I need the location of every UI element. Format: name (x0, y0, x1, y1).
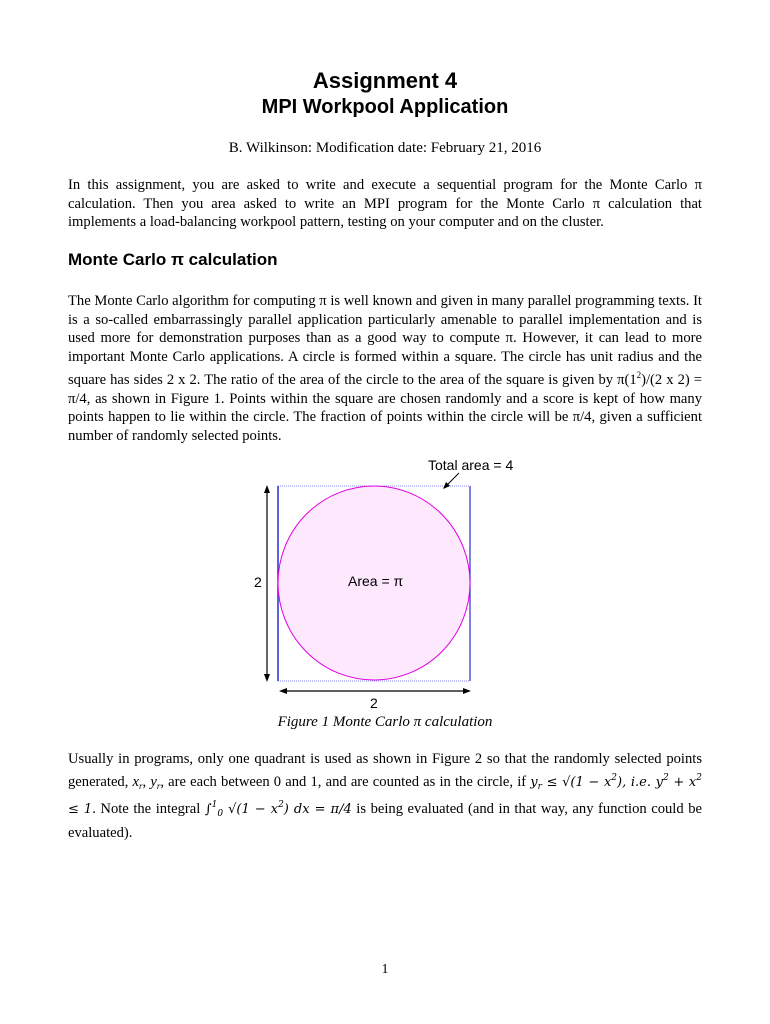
body-paragraph-2 (68, 750, 702, 842)
math-integral (205, 802, 352, 817)
integral-upper-limit: 1 (211, 800, 218, 810)
arrow-up-icon (264, 485, 270, 493)
math-expr: ≤ 1 (68, 802, 93, 817)
math-condition (530, 772, 656, 792)
math-var: y (655, 774, 663, 790)
body-text: Usually in programs, only one quadrant is used as shown in Figure 2 so that the randomly selected points generated, (68, 751, 702, 790)
math-expr: ), i.e. (617, 774, 656, 790)
math-expr: + x (668, 774, 697, 790)
page-number: 1 (381, 962, 389, 977)
arrow-left-icon (279, 688, 287, 694)
math-var: x (132, 773, 140, 790)
total-area-label: Total area = 4 (428, 457, 514, 473)
math-expr: ) dx = π/4 (283, 802, 352, 817)
circle-area-label: Area = π (348, 573, 404, 589)
body-text: The Monte Carlo algorithm for computing π is well known and given in many parallel programming texts. It is a so-called embarrassingly parallel application particularly amenable to parallel implementation and is used more for demonstration purposes than as a good way to compute π. However, it can lead to more important Monte Carlo applications. A circle is formed within a square. The circle has unit radius and the square has sides 2 x 2. The ratio of the area of the circle to the area of the square is given by π(1 (68, 293, 702, 388)
assignment-subtitle: MPI Workpool Application (261, 96, 509, 118)
math-sub: r (537, 781, 542, 792)
math-sub: r (156, 780, 161, 791)
arrow-right-icon (463, 688, 471, 694)
intro-paragraph: In this assignment, you are asked to write and execute a sequential program for the Monte Carlo π calculation. Then you area asked to write an MPI program for the Monte Carlo π calculation that implements a load-balancing workpool pattern, testing on your computer and on the cluster. (68, 177, 702, 230)
section-heading: Monte Carlo π calculation (68, 250, 278, 269)
body-text: )/(2 x 2) = π/4, as shown in Figure 1. Points within the square are chosen randomly and a score is kept of how many points happen to lie within the circle. The fraction of points within the circle will be π/4, given a sufficient number of randomly selected points. (68, 372, 702, 444)
math-expr: √(1 − x (223, 802, 279, 817)
author-byline: B. Wilkinson: Modification date: February 21, 2016 (228, 140, 542, 156)
body-text: . Note the integral (92, 801, 205, 817)
math-sup: 2 (611, 772, 618, 783)
superscript: 2 (636, 370, 642, 380)
body-paragraph-1 (68, 292, 702, 445)
monte-carlo-figure (240, 455, 530, 710)
arrow-down-icon (264, 674, 270, 682)
integral-lower-limit: 0 (217, 809, 224, 819)
math-sup: 2 (696, 772, 702, 783)
assignment-title: Assignment 4 (312, 68, 458, 93)
body-text: , (142, 773, 151, 790)
body-text: , are each between 0 and 1, and are counted as in the circle, if (160, 773, 531, 790)
bottom-side-label: 2 (370, 695, 378, 710)
integral-sign: ∫ (204, 802, 212, 817)
figure-caption: Figure 1 Monte Carlo π calculation (277, 714, 493, 730)
math-expr: ≤ √(1 − x (541, 774, 612, 790)
math-sup: 2 (278, 800, 284, 810)
math-var: y (150, 773, 157, 790)
left-side-label: 2 (254, 574, 262, 590)
body-text: is being evaluated (and in that way, any function could be evaluated). (68, 801, 702, 841)
math-var: y (530, 774, 538, 790)
math-sub: r (139, 780, 143, 791)
math-sup: 2 (663, 772, 669, 783)
